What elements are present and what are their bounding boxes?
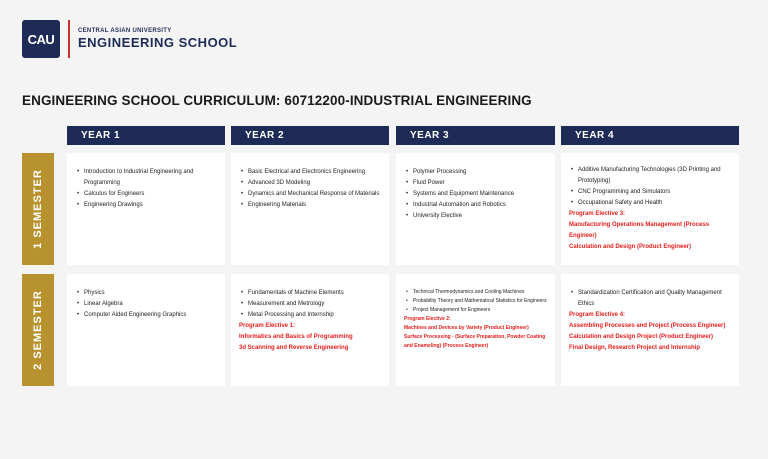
header [22, 20, 237, 58]
logo-divider [68, 20, 70, 58]
course-list [404, 167, 547, 222]
course-item: • Occupational Safety and Health [569, 198, 731, 209]
course-item: • Industrial Automation and Robotics [404, 200, 547, 211]
course-item: • Fluid Power [404, 178, 547, 189]
course-item: • Advanced 3D Modeling [239, 178, 381, 189]
program-elective-heading: Program Elective 2: [404, 316, 451, 322]
course-list [239, 288, 381, 321]
course-item: • Dynamics and Mechanical Response of Materials [239, 189, 381, 200]
course-item: • Standardization Certification and Quality Management Ethics [569, 288, 731, 310]
program-elective-course: Surface Processing - (Surface Preparation, Powder Coating and Enameling) (Process Engineer) [404, 334, 546, 349]
course-item: • Computer Aided Engineering Graphics [75, 310, 217, 321]
school-branding [78, 28, 237, 50]
semester-1-text: 1 SEMESTER [32, 169, 44, 249]
cell-s2-y1 [67, 274, 225, 386]
course-item: • Measurement and Metrology [239, 299, 381, 310]
course-item: • Polymer Processing [404, 167, 547, 178]
program-elective-course: Manufacturing Operations Management (Process Engineer) [569, 222, 710, 239]
course-item: • Basic Electrical and Electronics Engineering [239, 167, 381, 178]
program-elective-course: Informatics and Basics of Programming [239, 334, 353, 340]
cell-s1-y2 [231, 153, 389, 265]
course-list [569, 288, 731, 310]
course-list [75, 288, 217, 321]
semester-2-label [22, 274, 54, 386]
program-elective-heading: Program Elective 4: [569, 312, 626, 318]
program-elective-course: Assembling Processes and Project (Process Engineer) [569, 323, 726, 329]
program-elective-heading: Program Elective 1: [239, 323, 296, 329]
year-1-header: YEAR 1 [67, 126, 225, 145]
year-3-header: YEAR 3 [396, 126, 555, 145]
course-item: • Engineering Drawings [75, 200, 217, 211]
course-item: • Fundamentals of Machine Elements [239, 288, 381, 299]
course-list [239, 167, 381, 211]
cell-s1-y4 [561, 153, 739, 265]
program-elective-heading: Program Elective 3: [569, 211, 626, 217]
university-logo[interactable]: CAU [22, 20, 60, 58]
course-item: • Project Management for Engineers [404, 306, 547, 315]
cell-s1-y3 [396, 153, 555, 265]
page-title: ENGINEERING SCHOOL CURRICULUM: 60712200-INDUSTRIAL ENGINEERING [22, 93, 532, 108]
course-item: • Introduction to Industrial Engineering and Programming [75, 167, 217, 189]
year-2-header: YEAR 2 [231, 126, 389, 145]
course-list [404, 288, 547, 315]
program-elective-course: Calculation and Design Project (Product Engineer) [569, 334, 714, 340]
course-item: • CNC Programming and Simulators [569, 187, 731, 198]
year-4-header: YEAR 4 [561, 126, 739, 145]
course-item: • Systems and Equipment Maintenance [404, 189, 547, 200]
course-item: • Calculus for Engineers [75, 189, 217, 200]
course-item: • Additive Manufacturing Technologies (3D Printing and Prototyping) [569, 165, 731, 187]
course-item: • University Elective [404, 211, 547, 222]
course-item: • Probability Theory and Mathematical Statistics for Engineers [404, 297, 547, 306]
school-name: ENGINEERING SCHOOL [78, 35, 238, 50]
semester-2-text: 2 SEMESTER [32, 290, 44, 370]
program-elective-course: 3d Scanning and Reverse Engineering [239, 345, 349, 351]
program-elective-course: Calculation and Design (Product Engineer) [569, 244, 692, 250]
course-list [75, 167, 217, 211]
program-elective-course: Machines and Devices by Variety (Product Engineer) [404, 325, 529, 331]
cell-s1-y1 [67, 153, 225, 265]
course-item: • Linear Algebra [75, 299, 217, 310]
program-elective-course: Final Design, Research Project and Internship [569, 345, 701, 351]
course-item: • Engineering Materials [239, 200, 381, 211]
semester-1-label [22, 153, 54, 265]
course-item: • Physics [75, 288, 217, 299]
course-item: • Metal Processing and Internship [239, 310, 381, 321]
cell-s2-y3 [396, 274, 555, 386]
university-name: CENTRAL ASIAN UNIVERSITY [78, 28, 172, 34]
course-item: • Technical Thermodynamics and Cooling Machines [404, 288, 547, 297]
cell-s2-y4 [561, 274, 739, 386]
course-list [569, 165, 731, 209]
cell-s2-y2 [231, 274, 389, 386]
